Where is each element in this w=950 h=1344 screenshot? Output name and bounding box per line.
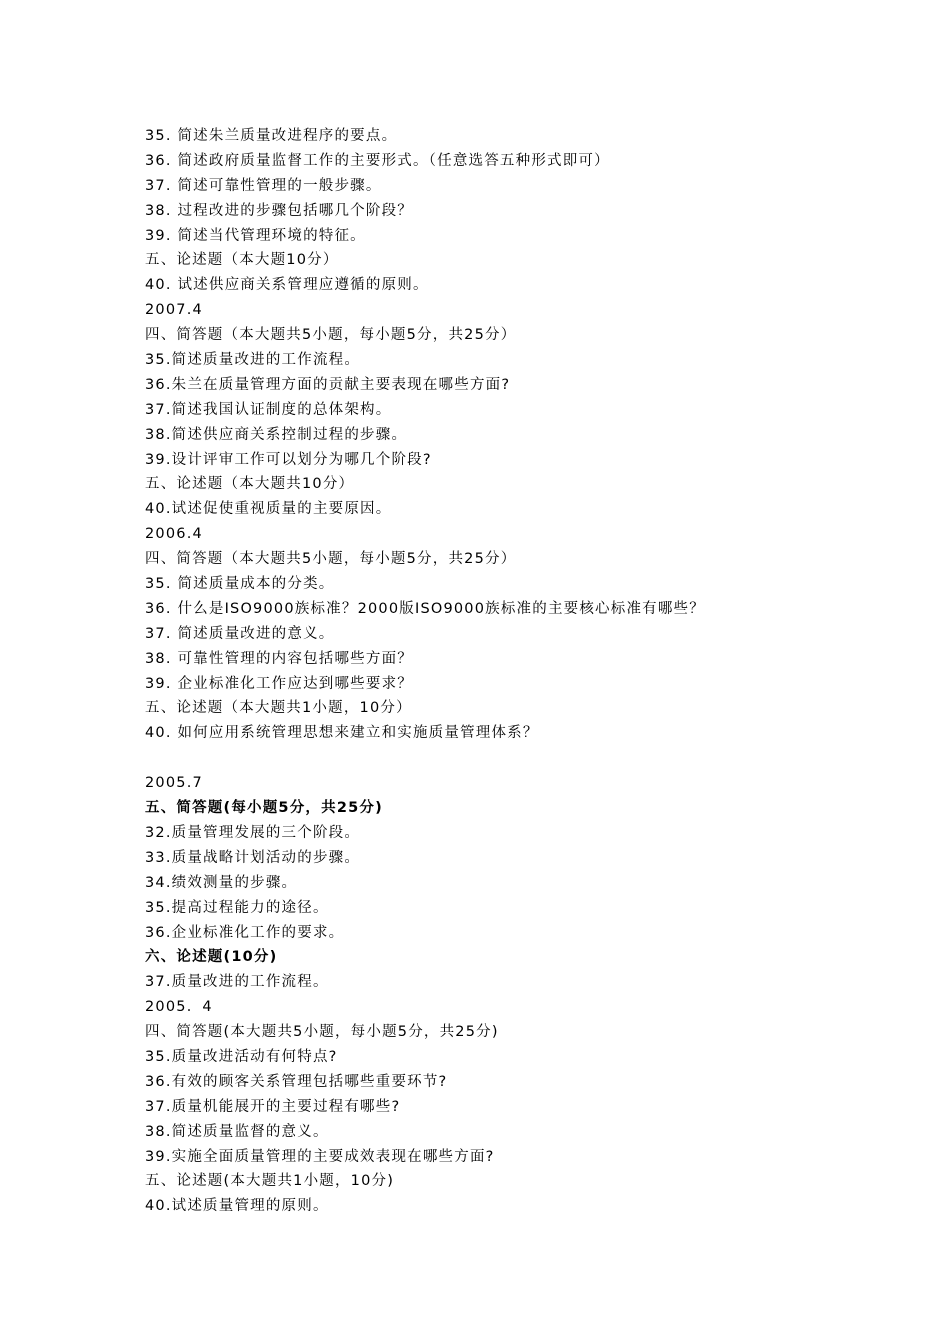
text-line: 38.简述供应商关系控制过程的步骤。 <box>145 426 408 443</box>
text-line: 五、简答题(每小题5分，共25分) <box>145 800 383 817</box>
text-line: 34.绩效测量的步骤。 <box>145 874 298 891</box>
text-line: 36.企业标准化工作的要求。 <box>145 924 345 941</box>
text-line: 38. 可靠性管理的内容包括哪些方面？ <box>145 650 413 667</box>
text-line: 39. 简述当代管理环境的特征。 <box>145 227 366 244</box>
text-line: 2005.7 <box>145 775 203 792</box>
text-line: 五、论述题(本大题共1小题，10分) <box>145 1173 395 1190</box>
text-line: 39.设计评审工作可以划分为哪几个阶段? <box>145 451 432 468</box>
text-line: 35.提高过程能力的途径。 <box>145 899 329 916</box>
blank-line <box>145 746 925 771</box>
text-line: 五、论述题（本大题共10分） <box>145 476 355 493</box>
text-line: 37.简述我国认证制度的总体架构。 <box>145 401 392 418</box>
text-line: 39.实施全面质量管理的主要成效表现在哪些方面? <box>145 1148 495 1165</box>
text-line: 38. 过程改进的步骤包括哪几个阶段？ <box>145 202 413 219</box>
text-line: 40. 如何应用系统管理思想来建立和实施质量管理体系？ <box>145 725 539 742</box>
text-line: 37.质量机能展开的主要过程有哪些? <box>145 1098 401 1115</box>
text-line: 四、简答题（本大题共5小题，每小题5分，共25分） <box>145 327 517 344</box>
text-line: 36.朱兰在质量管理方面的贡献主要表现在哪些方面? <box>145 376 511 393</box>
document-body <box>145 124 925 1219</box>
text-line: 35. 简述质量成本的分类。 <box>145 576 335 593</box>
text-line: 35.简述质量改进的工作流程。 <box>145 352 361 369</box>
text-line: 五、论述题（本大题10分） <box>145 252 339 269</box>
text-line: 39. 企业标准化工作应达到哪些要求？ <box>145 675 413 692</box>
text-line: 38.简述质量监督的意义。 <box>145 1123 329 1140</box>
text-line: 40. 试述供应商关系管理应遵循的原则。 <box>145 277 429 294</box>
text-line: 2005．4 <box>145 999 213 1016</box>
text-line: 36. 什么是ISO9000族标准？2000版ISO9000族标准的主要核心标准有哪些？ <box>145 600 705 617</box>
text-line: 33.质量战略计划活动的步骤。 <box>145 849 361 866</box>
text-line: 40.试述促使重视质量的主要原因。 <box>145 501 392 518</box>
text-line: 35.质量改进活动有何特点? <box>145 1048 338 1065</box>
text-line: 37.质量改进的工作流程。 <box>145 974 329 991</box>
text-line: 37. 简述可靠性管理的一般步骤。 <box>145 177 382 194</box>
text-line: 37. 简述质量改进的意义。 <box>145 625 335 642</box>
text-line: 四、简答题(本大题共5小题，每小题5分，共25分) <box>145 1024 499 1041</box>
text-line: 2007.4 <box>145 302 203 319</box>
text-line: 四、简答题（本大题共5小题，每小题5分，共25分） <box>145 551 517 568</box>
text-line: 40.试述质量管理的原则。 <box>145 1198 329 1215</box>
text-line: 36. 简述政府质量监督工作的主要形式。（任意选答五种形式即可） <box>145 152 610 169</box>
text-line: 2006.4 <box>145 526 203 543</box>
text-line: 36.有效的顾客关系管理包括哪些重要环节? <box>145 1073 448 1090</box>
text-line: 32.质量管理发展的三个阶段。 <box>145 824 361 841</box>
text-line: 35. 简述朱兰质量改进程序的要点。 <box>145 128 398 144</box>
text-line: 五、论述题（本大题共1小题，10分） <box>145 700 412 717</box>
text-line: 六、论述题(10分) <box>145 949 278 966</box>
